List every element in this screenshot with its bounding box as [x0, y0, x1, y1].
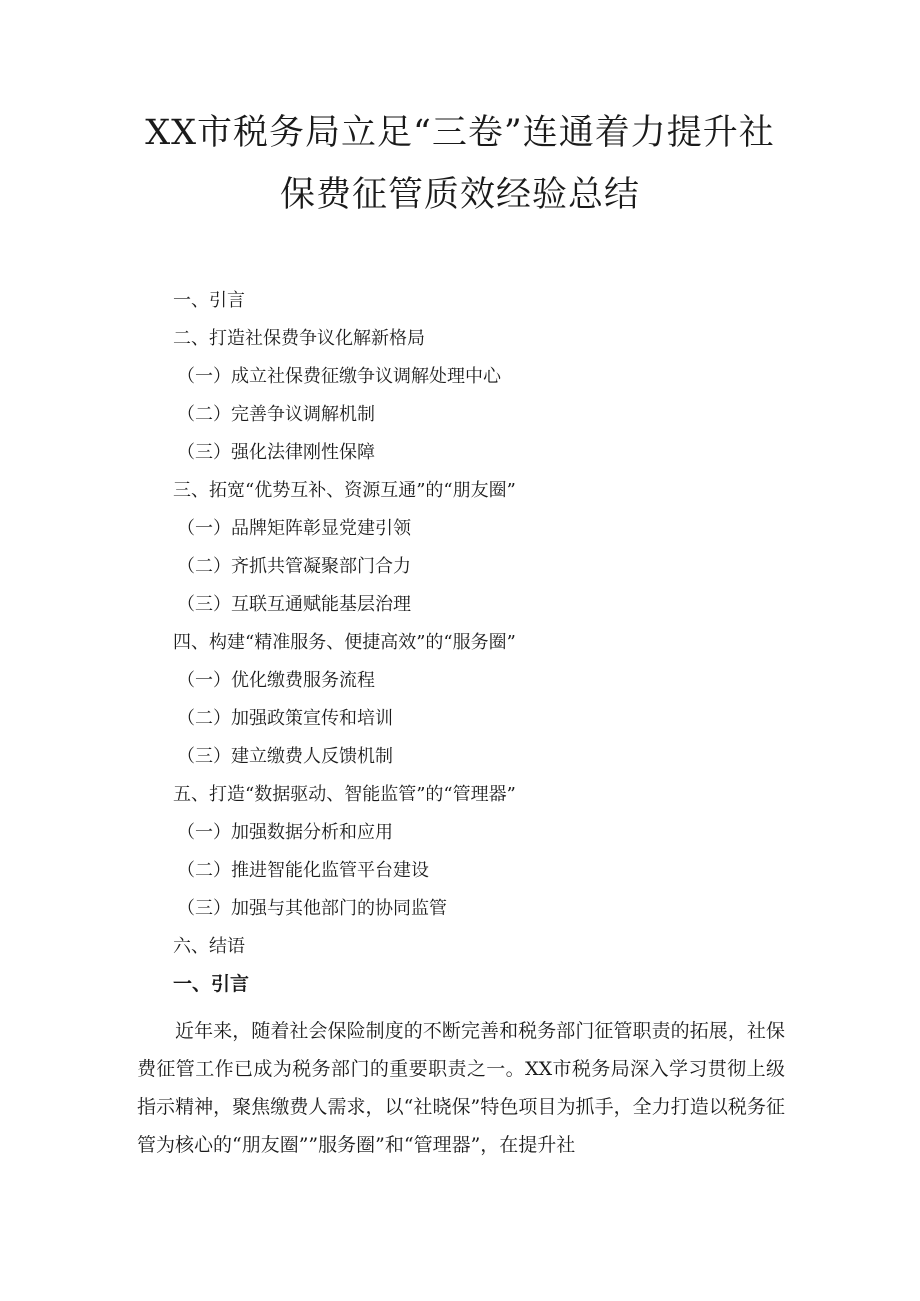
body-paragraph: 近年来，随着社会保险制度的不断完善和税务部门征管职责的拓展，社保费征管工作已成为税务部门的重要职责之一。XX市税务局深入学习贯彻上级指示精神，聚焦缴费人需求，以“社晓保”特色项目为抓手，全力打造以税务征管为核心的“朋友圈””服务圈”和“管理器”，在提升社	[137, 1020, 785, 1156]
toc-subitem: （三）加强与其他部门的协同监管	[177, 898, 447, 919]
document-title-line1: XX市税务局立足“三卷”连通着力提升社	[145, 113, 775, 153]
toc-subitem: （一）成立社保费征缴争议调解处理中心	[177, 366, 501, 387]
document-title-line2: 保费征管质效经验总结	[279, 175, 640, 215]
toc-item: 三、拓宽“优势互补、资源互通”的“朋友圈”	[173, 480, 516, 501]
toc-subitem: （二）加强政策宣传和培训	[177, 708, 393, 729]
toc-subitem: （一）优化缴费服务流程	[177, 670, 375, 691]
toc-subitem: （三）强化法律刚性保障	[177, 442, 375, 463]
toc-subitem: （三）互联互通赋能基层治理	[177, 594, 411, 615]
toc-subitem: （三）建立缴费人反馈机制	[177, 746, 393, 767]
toc-item: 四、构建“精准服务、便捷高效”的“服务圈”	[173, 632, 516, 653]
toc-subitem: （一）品牌矩阵彰显党建引领	[177, 518, 411, 539]
toc-item: 六、结语	[173, 936, 245, 957]
table-of-contents	[173, 287, 793, 971]
toc-subitem: （一）加强数据分析和应用	[177, 822, 393, 843]
toc-subitem: （二）推进智能化监管平台建设	[177, 860, 429, 881]
toc-subitem: （二）齐抓共管凝聚部门合力	[177, 556, 411, 577]
section-heading: 一、引言	[173, 973, 250, 995]
toc-item: 五、打造“数据驱动、智能监管”的“管理器”	[173, 784, 516, 805]
toc-subitem: （二）完善争议调解机制	[177, 404, 375, 425]
toc-item: 二、打造社保费争议化解新格局	[173, 328, 425, 349]
toc-item: 一、引言	[173, 290, 245, 311]
